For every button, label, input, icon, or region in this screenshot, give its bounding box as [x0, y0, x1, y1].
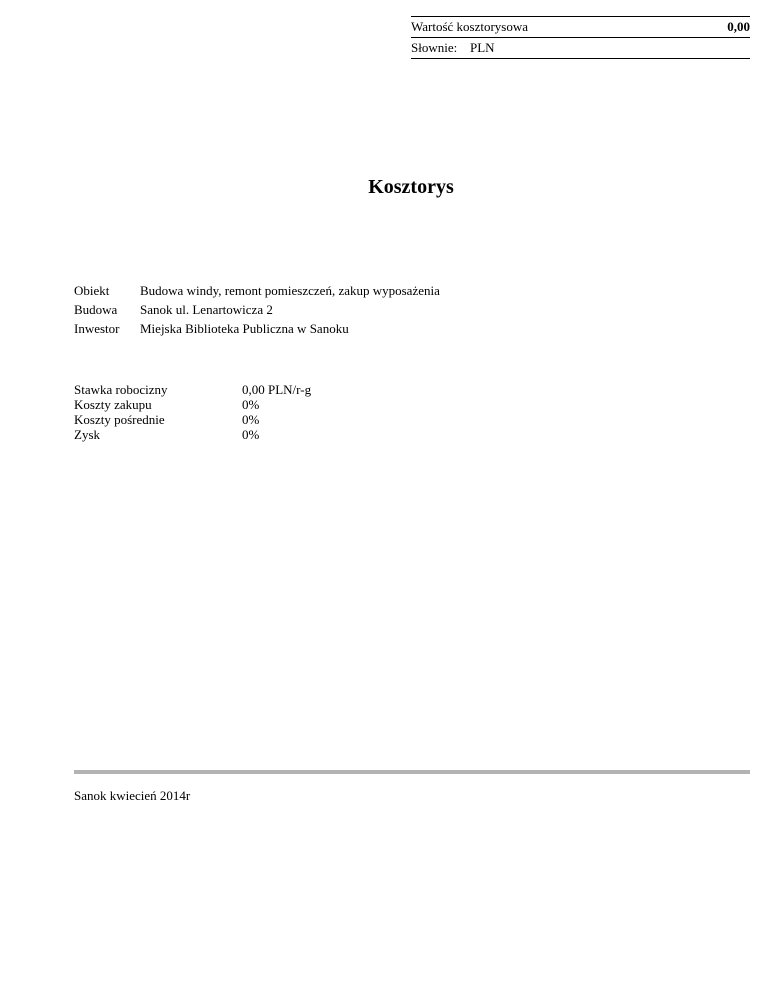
rate-row-labour [74, 382, 311, 397]
estimated-value: 0,00 [727, 19, 750, 34]
rate-label: Koszty zakupu [74, 397, 152, 412]
info-value: Sanok ul. Lenartowicza 2 [140, 302, 273, 317]
rate-value: 0% [242, 412, 260, 427]
estimated-value-label: Wartość kosztorysowa [411, 19, 529, 34]
rate-row-purchase-costs [74, 397, 311, 412]
amount-in-words-value: PLN [470, 40, 495, 55]
project-info-table [74, 283, 440, 340]
document-title: Kosztorys [368, 176, 454, 198]
info-row-object [74, 283, 440, 302]
footer-divider [74, 770, 750, 774]
rate-value: 0% [242, 427, 260, 442]
cost-rates-table [74, 382, 311, 442]
place-and-date: Sanok kwiecień 2014r [74, 788, 191, 803]
rate-value: 0% [242, 397, 260, 412]
rate-label: Stawka robocizny [74, 382, 168, 397]
info-label: Budowa [74, 302, 118, 317]
rate-row-indirect-costs [74, 412, 311, 427]
estimated-value-row [411, 17, 750, 37]
info-value: Miejska Biblioteka Publiczna w Sanoku [140, 321, 349, 336]
amount-in-words-row [411, 38, 750, 58]
info-row-investor [74, 321, 440, 340]
info-label: Inwestor [74, 321, 120, 336]
rate-label: Zysk [74, 427, 100, 442]
rate-row-profit [74, 427, 311, 442]
summary-bottom-rule [411, 58, 750, 59]
rate-label: Koszty pośrednie [74, 412, 165, 427]
info-row-construction [74, 302, 440, 321]
rate-value: 0,00 PLN/r-g [242, 382, 312, 397]
amount-in-words-label: Słownie: [411, 40, 458, 55]
info-label: Obiekt [74, 283, 110, 298]
cost-summary-box [411, 16, 750, 59]
info-value: Budowa windy, remont pomieszczeń, zakup wyposażenia [140, 283, 440, 298]
